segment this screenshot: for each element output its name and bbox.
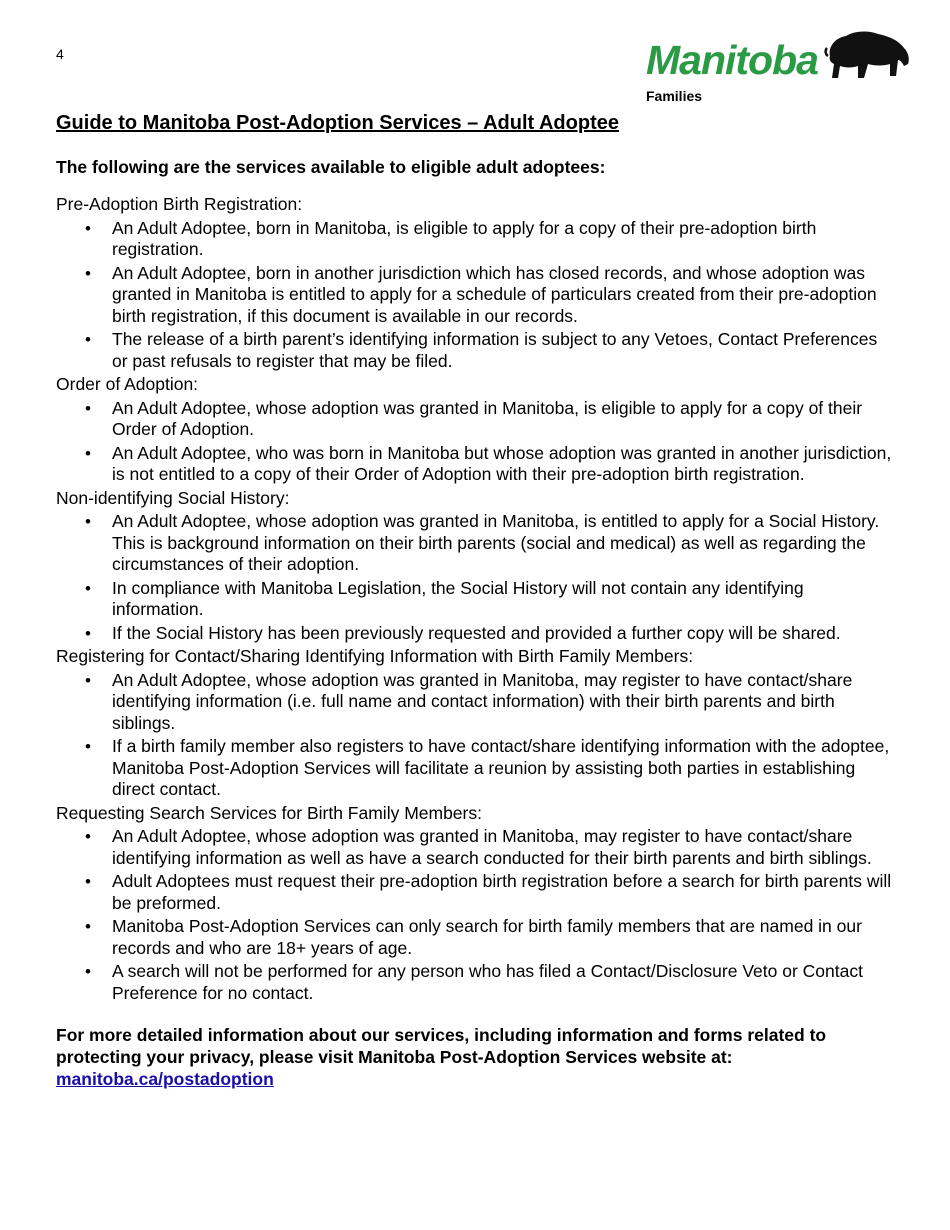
bullet-list <box>56 218 896 373</box>
list-item: • An Adult Adoptee, whose adoption was granted in Manitoba, is eligible to apply for a copy of their Order of Adoption. <box>112 398 896 441</box>
list-item: • An Adult Adoptee, born in another jurisdiction which has closed records, and whose adoption was granted in Manitoba is entitled to apply for a schedule of particulars created from their pre-adoption birth registration, if this document is available in our records. <box>112 263 896 328</box>
list-item: • If a birth family member also registers to have contact/share identifying information with the adoptee, Manitoba Post-Adoption Services will facilitate a reunion by assisting both parties in establishing direct contact. <box>112 736 896 801</box>
logo-wordmark: Manitoba <box>646 37 818 83</box>
list-item: • An Adult Adoptee, who was born in Manitoba but whose adoption was granted in another jurisdiction, is not entitled to a copy of their Order of Adoption with their pre-adoption birth registration. <box>112 443 896 486</box>
bullet-list <box>56 511 896 644</box>
footer-text: For more detailed information about our services, including information and forms related to protecting your privacy, please visit Manitoba Post-Adoption Services website at: <box>56 1025 827 1067</box>
section-social-history <box>56 488 896 645</box>
list-item: • An Adult Adoptee, whose adoption was granted in Manitoba, may register to have contact/share identifying information (i.e. full name and contact information) with their birth parents and birth siblings. <box>112 670 896 735</box>
list-item: • In compliance with Manitoba Legislation, the Social History will not contain any identifying information. <box>112 578 896 621</box>
list-item: • The release of a birth parent’s identifying information is subject to any Vetoes, Contact Preferences or past refusals to register that may be filed. <box>112 329 896 372</box>
footer-note <box>56 1024 896 1090</box>
list-item: • Manitoba Post-Adoption Services can only search for birth family members that are named in our records and who are 18+ years of age. <box>112 916 896 959</box>
bullet-list <box>56 398 896 486</box>
postadoption-link[interactable]: manitoba.ca/postadoption <box>56 1069 274 1089</box>
logo-department: Families <box>646 88 703 104</box>
section-registering-for-contact <box>56 646 896 801</box>
list-item: • If the Social History has been previously requested and provided a further copy will be shared. <box>112 623 896 645</box>
section-title: Non-identifying Social History: <box>56 487 290 508</box>
list-item: • An Adult Adoptee, whose adoption was granted in Manitoba, may register to have contact/share identifying information as well as have a search conducted for their birth parents and birth siblings. <box>112 826 896 869</box>
list-item: • Adult Adoptees must request their pre-adoption birth registration before a search for birth parents will be preformed. <box>112 871 896 914</box>
page-number: 4 <box>56 46 64 62</box>
section-search-services <box>56 803 896 1005</box>
section-pre-adoption-birth-registration <box>56 194 896 372</box>
intro-text: The following are the services available to eligible adult adoptees: <box>56 157 606 177</box>
page-title: Guide to Manitoba Post-Adoption Services – Adult Adoptee <box>56 112 619 134</box>
section-title: Order of Adoption: <box>56 374 199 394</box>
list-item: • An Adult Adoptee, whose adoption was granted in Manitoba, is entitled to apply for a Social History. This is background information on their birth parents (social and medical) as well as regarding the circumstances of their adoption. <box>112 511 896 576</box>
list-item: • A search will not be performed for any person who has filed a Contact/Disclosure Veto or Contact Preference for no contact. <box>112 961 896 1004</box>
section-title: Registering for Contact/Sharing Identifying Information with Birth Family Members: <box>56 646 694 666</box>
section-title: Requesting Search Services for Birth Family Members: <box>56 802 482 823</box>
bullet-list <box>56 826 896 1004</box>
manitoba-logo <box>646 28 912 108</box>
bison-icon <box>824 28 912 84</box>
document-body <box>56 110 896 1090</box>
bullet-list <box>56 670 896 801</box>
list-item: • An Adult Adoptee, born in Manitoba, is eligible to apply for a copy of their pre-adoption birth registration. <box>112 218 896 261</box>
section-order-of-adoption <box>56 374 896 486</box>
section-title: Pre-Adoption Birth Registration: <box>56 194 303 214</box>
